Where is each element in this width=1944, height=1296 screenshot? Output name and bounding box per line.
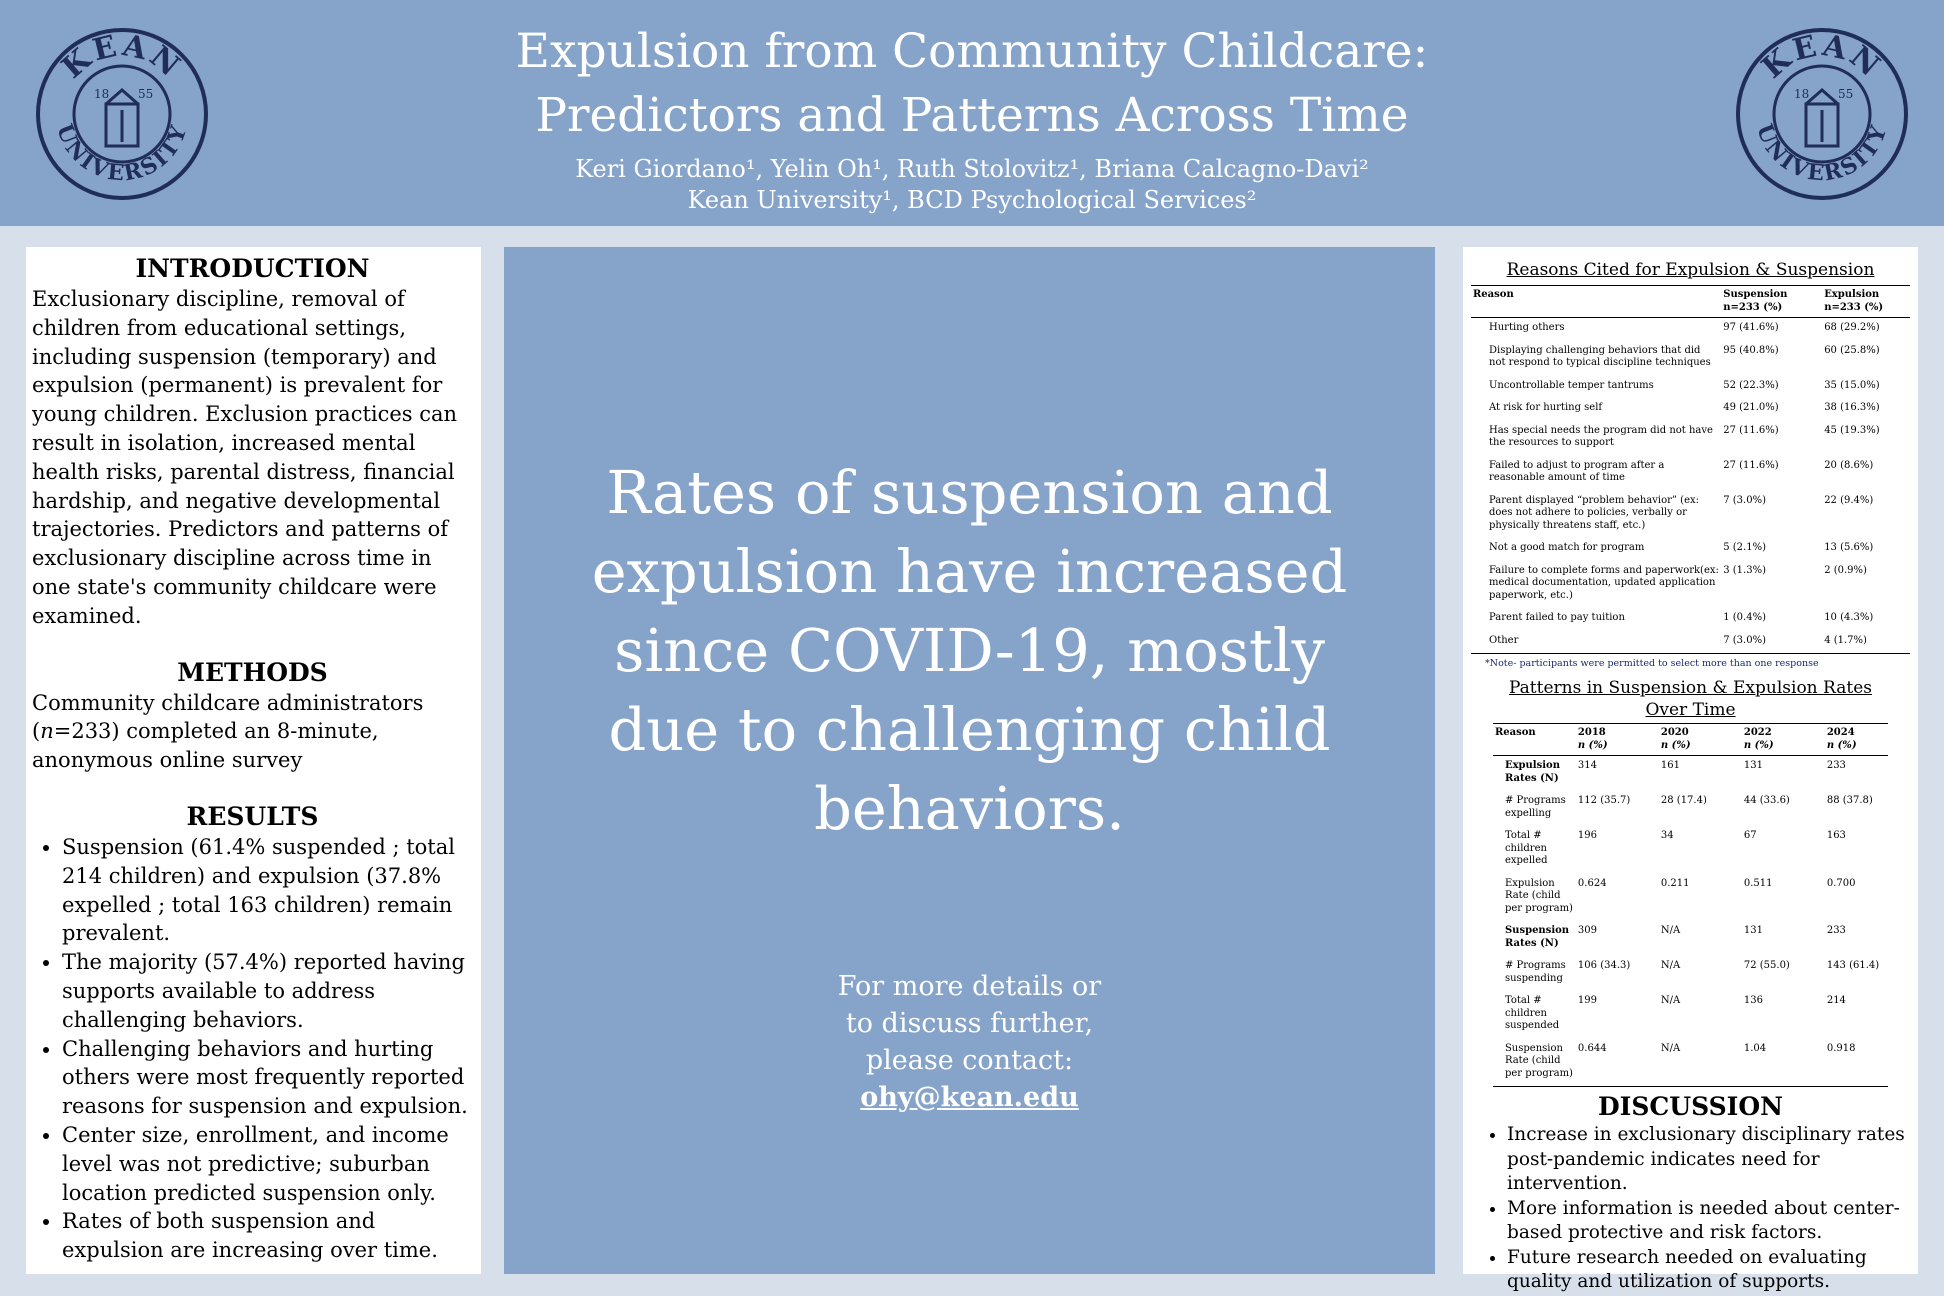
value-cell: 106 (34.3) <box>1577 960 1631 971</box>
table-row <box>1471 608 1910 631</box>
expulsion-cell: 60 (25.8%) <box>1824 344 1880 356</box>
kean-university-seal-logo-right <box>1734 26 1910 202</box>
right-column <box>1463 247 1918 1292</box>
svg-text:55: 55 <box>1838 87 1854 101</box>
expulsion-cell: 2 (0.9%) <box>1824 564 1867 576</box>
reasons-col-expulsion-label: Expulsion <box>1824 289 1880 300</box>
table-row <box>1471 456 1910 491</box>
table-row <box>1471 318 1910 341</box>
svg-text:KEAN: KEAN <box>55 28 189 86</box>
methods-text-pre: Community childcare administrators ( <box>32 690 424 744</box>
suspension-cell: 97 (41.6%) <box>1723 322 1779 333</box>
suspension-cell: 49 (21.0%) <box>1723 402 1779 413</box>
suspension-cell: 27 (11.6%) <box>1723 459 1779 471</box>
value-cell: N/A <box>1659 1039 1742 1087</box>
expulsion-cell: 68 (29.2%) <box>1824 322 1880 333</box>
reason-cell: Not a good match for program <box>1489 542 1645 553</box>
discussion-bullet: • Increase in exclusionary disciplinary rates post-pandemic indicates need for intervention. <box>1507 1123 1910 1197</box>
suspension-cell: 7 (3.0%) <box>1723 494 1766 506</box>
table-row <box>1471 421 1910 456</box>
affiliations: Kean University¹, BCD Psychological Services² <box>687 186 1257 214</box>
contact-line-1: For more details or <box>837 971 1102 1002</box>
poster-header <box>0 0 1944 226</box>
results-bullet: • Challenging behaviors and hurting others were most frequently reported reasons for suspension and expulsion. <box>62 1035 473 1121</box>
expulsion-cell: 10 (4.3%) <box>1824 612 1874 623</box>
reasons-table-header-row <box>1471 286 1910 318</box>
suspension-cell: 3 (1.3%) <box>1723 564 1766 576</box>
suspension-cell: 95 (40.8%) <box>1723 344 1779 356</box>
discussion-list <box>1471 1123 1910 1295</box>
expulsion-cell: 35 (15.0%) <box>1824 379 1880 391</box>
metric-label: # Programs expelling <box>1504 795 1566 819</box>
reason-cell: At risk for hurting self <box>1489 402 1603 413</box>
patterns-table-header-row <box>1493 724 1888 756</box>
table-row <box>1493 756 1888 792</box>
metric-label: Suspension Rate (child per program) <box>1493 1039 1576 1087</box>
results-heading: RESULTS <box>186 801 319 831</box>
reasons-table-title: Reasons Cited for Expulsion & Suspension <box>1506 260 1875 280</box>
results-bullet: • Rates of both suspension and expulsion are increasing over time. <box>62 1207 473 1265</box>
left-column <box>26 247 481 1274</box>
methods-n-symbol: n <box>40 719 54 744</box>
value-cell: N/A <box>1660 925 1681 936</box>
value-cell: 28 (17.4) <box>1660 795 1707 806</box>
table-row <box>1493 1039 1888 1087</box>
value-cell: 0.918 <box>1825 1039 1888 1087</box>
table-row <box>1493 991 1888 1039</box>
title-line-2: Predictors and Patterns Across Time <box>535 88 1409 143</box>
table-row <box>1493 874 1888 922</box>
patterns-col-year <box>1742 724 1825 756</box>
introduction-heading: INTRODUCTION <box>135 254 370 283</box>
value-cell: 0.211 <box>1660 877 1690 889</box>
reasons-col-suspension-label: Suspension <box>1723 289 1788 300</box>
reason-cell: Displaying challenging behaviors that did not respond to typical discipline techniques <box>1489 344 1711 368</box>
results-bullet: • Center size, enrollment, and income level was not predictive; suburban location predicted suspension only. <box>62 1121 473 1207</box>
table-row <box>1471 631 1910 654</box>
results-list <box>32 833 473 1265</box>
value-cell: 72 (55.0) <box>1743 960 1790 971</box>
value-cell: 0.644 <box>1576 1039 1659 1087</box>
metric-label: Total # children suspended <box>1504 995 1560 1031</box>
n-label: n (%) <box>1660 739 1691 751</box>
methods-text <box>32 689 473 775</box>
svg-text:55: 55 <box>138 87 154 101</box>
reason-cell: Has special needs the program did not have the resources to support <box>1489 424 1713 448</box>
metric-label: Suspension Rates (N) <box>1504 925 1570 949</box>
suspension-cell: 27 (11.6%) <box>1723 424 1779 436</box>
table-row <box>1471 376 1910 399</box>
value-cell: 163 <box>1826 830 1846 841</box>
value-cell: 0.624 <box>1577 877 1607 889</box>
discussion-heading: DISCUSSION <box>1597 1092 1783 1121</box>
value-cell: 136 <box>1743 995 1763 1006</box>
metric-label: Total # children expelled <box>1504 830 1548 866</box>
suspension-cell: 7 (3.0%) <box>1721 631 1822 654</box>
patterns-col-year <box>1659 724 1742 756</box>
suspension-cell: 52 (22.3%) <box>1723 379 1779 391</box>
value-cell: 314 <box>1577 760 1598 771</box>
table-row <box>1471 341 1910 376</box>
suspension-cell: 1 (0.4%) <box>1723 612 1766 623</box>
reason-cell: Other <box>1471 631 1721 654</box>
reasons-table-note: *Note- participants were permitted to select more than one response <box>1485 658 1819 669</box>
year-label: 2018 <box>1577 727 1606 738</box>
value-cell: 67 <box>1743 830 1757 841</box>
expulsion-cell: 45 (19.3%) <box>1824 424 1880 436</box>
value-cell: 131 <box>1743 760 1763 771</box>
patterns-title-line-1: Patterns in Suspension & Expulsion Rates <box>1509 678 1872 698</box>
year-label: 2022 <box>1743 727 1772 738</box>
table-row <box>1471 538 1910 561</box>
expulsion-cell: 13 (5.6%) <box>1824 542 1874 553</box>
discussion-bullet: • Future research needed on evaluating quality and utilization of supports. <box>1507 1246 1910 1295</box>
table-row <box>1493 921 1888 956</box>
svg-text:18: 18 <box>1794 87 1810 101</box>
value-cell: 199 <box>1577 995 1598 1006</box>
table-row <box>1471 561 1910 609</box>
value-cell: 233 <box>1826 925 1846 936</box>
methods-text-post: =233) completed an 8-minute, anonymous online survey <box>32 719 379 773</box>
results-bullet: • The majority (57.4%) reported having supports available to address challenging behaviors. <box>62 948 473 1034</box>
value-cell: 131 <box>1743 925 1763 936</box>
table-row <box>1493 791 1888 826</box>
discussion-bullet: • More information is needed about center-based protective and risk factors. <box>1507 1197 1910 1246</box>
value-cell: 196 <box>1577 830 1598 841</box>
metric-label: Expulsion Rates (N) <box>1504 760 1560 784</box>
value-cell: N/A <box>1660 995 1681 1006</box>
value-cell: 233 <box>1826 760 1846 771</box>
reason-cell: Parent failed to pay tuition <box>1489 612 1625 623</box>
svg-text:UNIVERSITY: UNIVERSITY <box>1750 120 1893 187</box>
contact-email-link[interactable]: ohy@kean.edu <box>860 1082 1079 1113</box>
value-cell: 1.04 <box>1742 1039 1825 1087</box>
reasons-col-expulsion-n: n=233 (%) <box>1824 301 1884 313</box>
year-label: 2020 <box>1660 727 1689 738</box>
patterns-table <box>1493 723 1888 1087</box>
expulsion-cell: 38 (16.3%) <box>1824 402 1880 413</box>
main-message: Rates of suspension and expulsion have increased since COVID-19, mostly due to challenging child behaviors. <box>591 458 1348 843</box>
suspension-cell: 5 (2.1%) <box>1723 542 1766 553</box>
metric-label: # Programs suspending <box>1504 960 1566 984</box>
patterns-table-title <box>1471 677 1910 721</box>
center-panel <box>504 247 1435 1274</box>
introduction-text: Exclusionary discipline, removal of children from educational settings, including suspension (temporary) and expulsion (permanent) is prevalent for young children. Exclusion practices can result in isolation, increased mental health risks, parental distress, financial hardship, and negative developmental trajectories. Predictors and patterns of exclusionary discipline across time in one state's community childcare were examined. <box>32 287 458 628</box>
reasons-col-reason: Reason <box>1471 286 1721 318</box>
reason-cell: Uncontrollable temper tantrums <box>1489 379 1654 391</box>
results-bullet: • Suspension (61.4% suspended ; total 214 children) and expulsion (37.8% expelled ; total 163 children) remain prevalent. <box>62 833 473 948</box>
table-row <box>1493 956 1888 991</box>
reason-cell: Parent displayed “problem behavior” (ex: does not adhere to policies, verbally or physically threatens staff, etc.) <box>1489 494 1699 531</box>
value-cell: 44 (33.6) <box>1743 795 1790 806</box>
value-cell: 0.700 <box>1826 877 1856 889</box>
contact-block <box>504 968 1435 1116</box>
svg-text:KEAN: KEAN <box>1755 28 1889 86</box>
value-cell: 112 (35.7) <box>1577 795 1631 806</box>
patterns-col-reason: Reason <box>1493 724 1576 756</box>
expulsion-cell: 20 (8.6%) <box>1824 459 1874 471</box>
value-cell: 309 <box>1577 925 1598 936</box>
contact-line-2: to discuss further, <box>845 1008 1094 1039</box>
reasons-col-suspension-n: n=233 (%) <box>1723 301 1783 313</box>
reason-cell: Hurting others <box>1489 322 1565 333</box>
table-row <box>1493 826 1888 874</box>
expulsion-cell: 4 (1.7%) <box>1822 631 1910 654</box>
value-cell: 34 <box>1660 830 1674 841</box>
reasons-col-suspension <box>1721 286 1822 318</box>
n-label: n (%) <box>1743 739 1774 751</box>
patterns-col-year <box>1576 724 1659 756</box>
reason-cell: Failure to complete forms and paperwork(ex: medical documentation, updated application paperwork, etc.) <box>1489 564 1719 601</box>
contact-line-3: please contact: <box>865 1045 1074 1076</box>
value-cell: 143 (61.4) <box>1826 960 1880 971</box>
value-cell: 161 <box>1660 760 1680 771</box>
table-row <box>1471 491 1910 539</box>
svg-text:UNIVERSITY: UNIVERSITY <box>50 120 193 187</box>
reasons-col-expulsion <box>1822 286 1910 318</box>
reasons-table <box>1471 285 1910 654</box>
reason-cell: Failed to adjust to program after a reasonable amount of time <box>1489 459 1665 483</box>
svg-text:18: 18 <box>94 87 110 101</box>
table-row <box>1471 398 1910 421</box>
patterns-col-year <box>1825 724 1888 756</box>
title-line-1: Expulsion from Community Childcare: <box>515 24 1429 79</box>
kean-university-seal-logo-left <box>34 26 210 202</box>
expulsion-cell: 22 (9.4%) <box>1824 494 1874 506</box>
patterns-title-line-2: Over Time <box>1645 700 1736 720</box>
n-label: n (%) <box>1577 739 1608 751</box>
value-cell: 0.511 <box>1743 877 1773 889</box>
year-label: 2024 <box>1826 727 1855 738</box>
value-cell: 214 <box>1826 995 1846 1006</box>
value-cell: N/A <box>1660 960 1681 971</box>
value-cell: 88 (37.8) <box>1826 795 1873 806</box>
n-label: n (%) <box>1826 739 1857 751</box>
poster-title <box>0 0 1944 148</box>
methods-heading: METHODS <box>177 657 328 687</box>
authors: Keri Giordano¹, Yelin Oh¹, Ruth Stolovitz¹, Briana Calcagno-Davi² <box>575 155 1369 183</box>
metric-label: Expulsion Rate (child per program) <box>1504 877 1573 914</box>
